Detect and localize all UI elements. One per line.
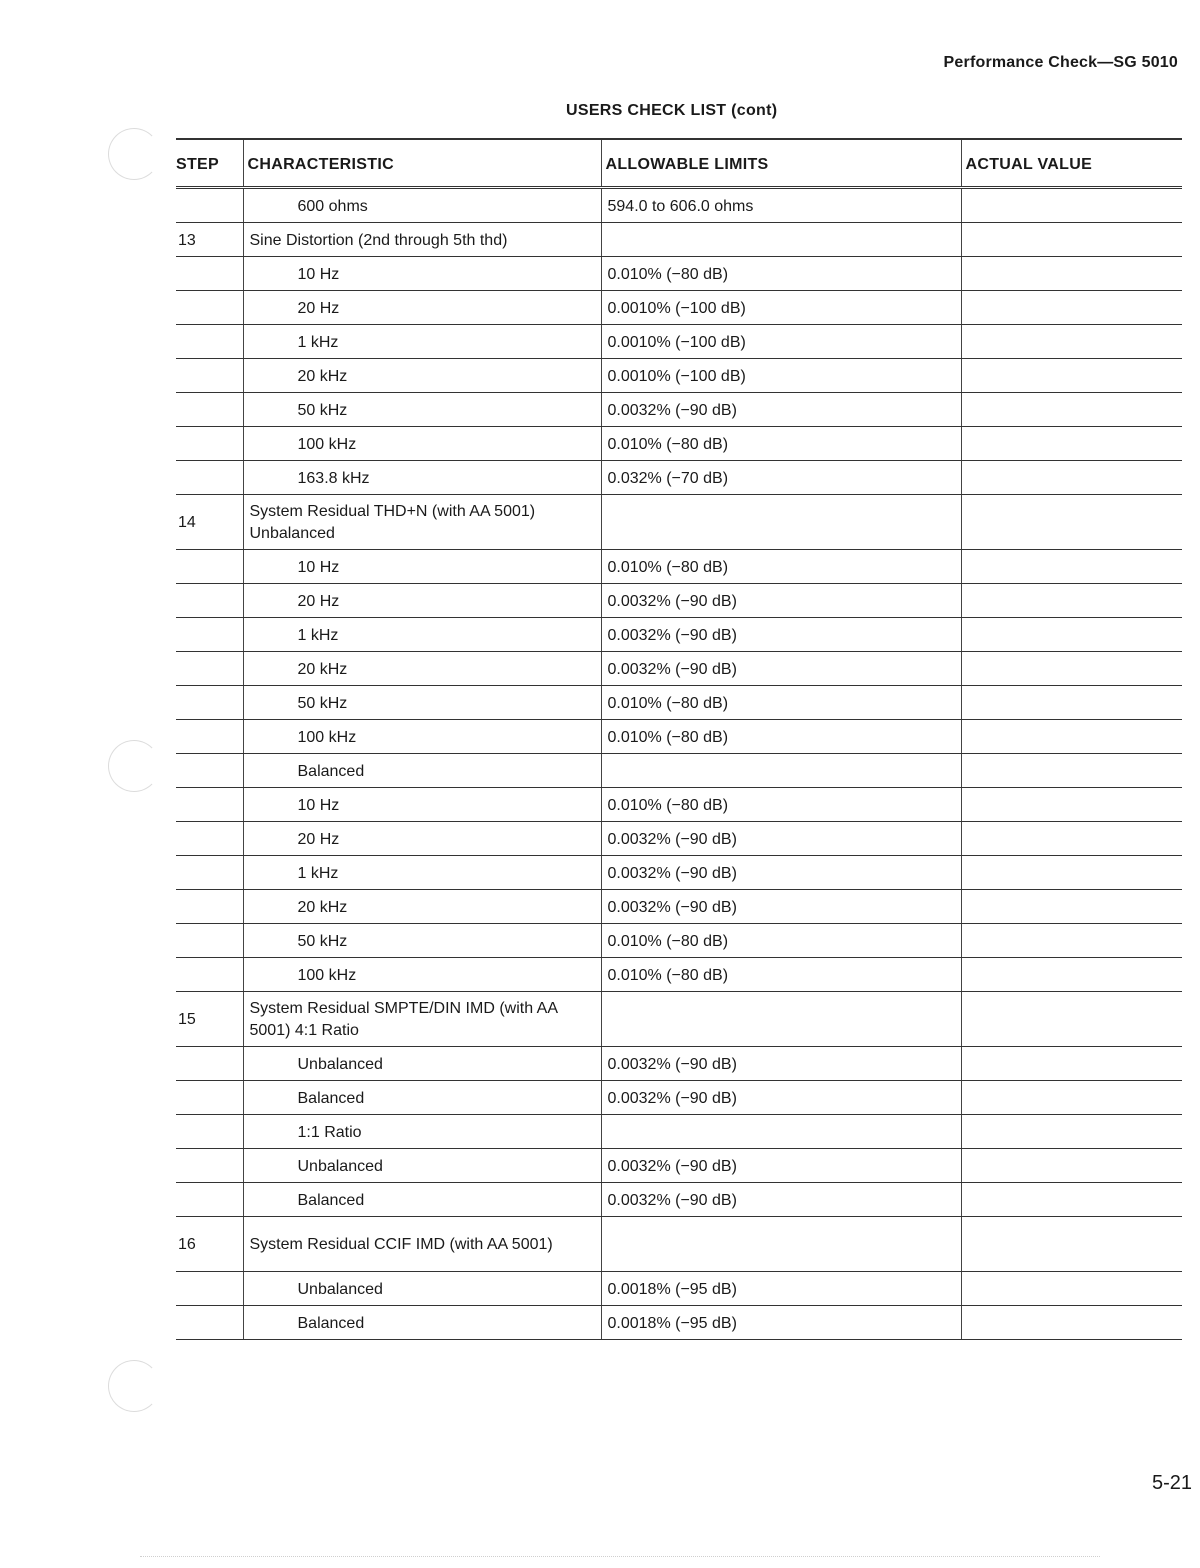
- table-row: [176, 924, 1182, 958]
- step-cell: [176, 1115, 243, 1149]
- step-cell: [176, 325, 243, 359]
- characteristic-cell: 1 kHz: [243, 325, 601, 359]
- allowable-limits-cell: 0.010% (−80 dB): [601, 686, 961, 720]
- allowable-limits-cell: 0.010% (−80 dB): [601, 788, 961, 822]
- table-row: [176, 822, 1182, 856]
- running-header: Performance Check—SG 5010: [943, 54, 1178, 71]
- actual-value-cell[interactable]: [961, 958, 1182, 992]
- allowable-limits-cell: 0.0032% (−90 dB): [601, 856, 961, 890]
- actual-value-cell[interactable]: [961, 1115, 1182, 1149]
- characteristic-cell: 10 Hz: [243, 257, 601, 291]
- actual-value-cell[interactable]: [961, 393, 1182, 427]
- table-row: [176, 223, 1182, 257]
- actual-value-cell[interactable]: [961, 495, 1182, 550]
- step-cell: [176, 856, 243, 890]
- page-edge-dots: [140, 1556, 1100, 1559]
- characteristic-cell: Sine Distortion (2nd through 5th thd): [243, 223, 601, 257]
- table-row: [176, 958, 1182, 992]
- actual-value-cell[interactable]: [961, 461, 1182, 495]
- characteristic-cell: 10 Hz: [243, 788, 601, 822]
- actual-value-cell[interactable]: [961, 890, 1182, 924]
- characteristic-cell: 100 kHz: [243, 427, 601, 461]
- table-row: [176, 393, 1182, 427]
- allowable-limits-cell: 0.0032% (−90 dB): [601, 1081, 961, 1115]
- table-row: [176, 1217, 1182, 1272]
- table-row: [176, 584, 1182, 618]
- table-row: [176, 618, 1182, 652]
- characteristic-cell: System Residual CCIF IMD (with AA 5001): [243, 1217, 601, 1272]
- step-cell: [176, 652, 243, 686]
- table-row: [176, 856, 1182, 890]
- actual-value-cell[interactable]: [961, 1306, 1182, 1340]
- actual-value-cell[interactable]: [961, 1149, 1182, 1183]
- table-row: [176, 291, 1182, 325]
- table-row: [176, 1149, 1182, 1183]
- allowable-limits-cell: [601, 1115, 961, 1149]
- step-cell: 16: [176, 1217, 243, 1272]
- allowable-limits-cell: [601, 1217, 961, 1272]
- allowable-limits-cell: 0.0032% (−90 dB): [601, 1183, 961, 1217]
- allowable-limits-cell: 0.010% (−80 dB): [601, 257, 961, 291]
- table-row: [176, 1115, 1182, 1149]
- allowable-limits-cell: 0.0032% (−90 dB): [601, 822, 961, 856]
- column-header-actual-value: ACTUAL VALUE: [961, 139, 1182, 188]
- table-row: [176, 257, 1182, 291]
- characteristic-cell: 20 Hz: [243, 584, 601, 618]
- characteristic-cell: 100 kHz: [243, 720, 601, 754]
- table-row: [176, 754, 1182, 788]
- allowable-limits-cell: [601, 992, 961, 1047]
- table-row: [176, 1272, 1182, 1306]
- step-cell: [176, 924, 243, 958]
- binder-hole-mark: [108, 740, 160, 792]
- characteristic-cell: 10 Hz: [243, 550, 601, 584]
- characteristic-cell: 100 kHz: [243, 958, 601, 992]
- allowable-limits-cell: 594.0 to 606.0 ohms: [601, 188, 961, 223]
- allowable-limits-cell: 0.010% (−80 dB): [601, 924, 961, 958]
- characteristic-cell: 20 kHz: [243, 890, 601, 924]
- actual-value-cell[interactable]: [961, 291, 1182, 325]
- step-cell: [176, 584, 243, 618]
- column-header-step: STEP: [176, 139, 243, 188]
- allowable-limits-cell: 0.0010% (−100 dB): [601, 359, 961, 393]
- allowable-limits-cell: 0.0032% (−90 dB): [601, 890, 961, 924]
- table-row: [176, 427, 1182, 461]
- allowable-limits-cell: [601, 495, 961, 550]
- characteristic-cell: System Residual THD+N (with AA 5001) Unbalanced: [243, 495, 601, 550]
- characteristic-cell: Balanced: [243, 1081, 601, 1115]
- table-row: [176, 890, 1182, 924]
- column-header-characteristic: CHARACTERISTIC: [243, 139, 601, 188]
- actual-value-cell[interactable]: [961, 992, 1182, 1047]
- allowable-limits-cell: [601, 223, 961, 257]
- actual-value-cell[interactable]: [961, 427, 1182, 461]
- actual-value-cell[interactable]: [961, 754, 1182, 788]
- column-header-allowable-limits: ALLOWABLE LIMITS: [601, 139, 961, 188]
- table-row: [176, 652, 1182, 686]
- users-check-list-table: [176, 138, 1182, 1340]
- characteristic-cell: 1 kHz: [243, 856, 601, 890]
- allowable-limits-cell: 0.0010% (−100 dB): [601, 325, 961, 359]
- table-row: [176, 1047, 1182, 1081]
- step-cell: [176, 291, 243, 325]
- characteristic-cell: Unbalanced: [243, 1047, 601, 1081]
- table-row: [176, 325, 1182, 359]
- table-row: [176, 461, 1182, 495]
- characteristic-cell: 20 kHz: [243, 652, 601, 686]
- characteristic-cell: 1 kHz: [243, 618, 601, 652]
- characteristic-cell: Balanced: [243, 1183, 601, 1217]
- characteristic-cell: 600 ohms: [243, 188, 601, 223]
- characteristic-cell: Unbalanced: [243, 1149, 601, 1183]
- actual-value-cell[interactable]: [961, 188, 1182, 223]
- table-title: USERS CHECK LIST (cont): [566, 102, 778, 119]
- step-cell: [176, 890, 243, 924]
- characteristic-cell: 163.8 kHz: [243, 461, 601, 495]
- step-cell: [176, 427, 243, 461]
- actual-value-cell[interactable]: [961, 550, 1182, 584]
- page-number: 5-21: [1151, 1472, 1192, 1494]
- step-cell: [176, 550, 243, 584]
- step-cell: 13: [176, 223, 243, 257]
- step-cell: 14: [176, 495, 243, 550]
- allowable-limits-cell: 0.0032% (−90 dB): [601, 652, 961, 686]
- characteristic-cell: 50 kHz: [243, 393, 601, 427]
- characteristic-cell: 20 Hz: [243, 822, 601, 856]
- table-header-row: [176, 139, 1182, 188]
- step-cell: [176, 1081, 243, 1115]
- step-cell: [176, 686, 243, 720]
- characteristic-cell: 50 kHz: [243, 924, 601, 958]
- table-row: [176, 1306, 1182, 1340]
- actual-value-cell[interactable]: [961, 584, 1182, 618]
- step-cell: [176, 788, 243, 822]
- actual-value-cell[interactable]: [961, 1217, 1182, 1272]
- characteristic-cell: Unbalanced: [243, 1272, 601, 1306]
- table-row: [176, 720, 1182, 754]
- step-cell: [176, 1047, 243, 1081]
- step-cell: [176, 754, 243, 788]
- step-cell: [176, 257, 243, 291]
- table-row: [176, 1081, 1182, 1115]
- actual-value-cell[interactable]: [961, 788, 1182, 822]
- actual-value-cell[interactable]: [961, 1081, 1182, 1115]
- actual-value-cell[interactable]: [961, 223, 1182, 257]
- actual-value-cell[interactable]: [961, 652, 1182, 686]
- allowable-limits-cell: 0.0032% (−90 dB): [601, 393, 961, 427]
- allowable-limits-cell: 0.0032% (−90 dB): [601, 1149, 961, 1183]
- allowable-limits-cell: 0.010% (−80 dB): [601, 427, 961, 461]
- step-cell: [176, 720, 243, 754]
- table-row: [176, 686, 1182, 720]
- allowable-limits-cell: 0.0032% (−90 dB): [601, 618, 961, 652]
- allowable-limits-cell: 0.010% (−80 dB): [601, 720, 961, 754]
- characteristic-cell: System Residual SMPTE/DIN IMD (with AA 5001) 4:1 Ratio: [243, 992, 601, 1047]
- characteristic-cell: Balanced: [243, 1306, 601, 1340]
- step-cell: [176, 822, 243, 856]
- table-row: [176, 550, 1182, 584]
- allowable-limits-cell: 0.0032% (−90 dB): [601, 584, 961, 618]
- table-row: [176, 495, 1182, 550]
- actual-value-cell[interactable]: [961, 1047, 1182, 1081]
- step-cell: [176, 618, 243, 652]
- binder-hole-mark: [108, 1360, 160, 1412]
- allowable-limits-cell: 0.0010% (−100 dB): [601, 291, 961, 325]
- actual-value-cell[interactable]: [961, 856, 1182, 890]
- actual-value-cell[interactable]: [961, 720, 1182, 754]
- actual-value-cell[interactable]: [961, 257, 1182, 291]
- allowable-limits-cell: 0.010% (−80 dB): [601, 958, 961, 992]
- allowable-limits-cell: [601, 754, 961, 788]
- characteristic-cell: 1:1 Ratio: [243, 1115, 601, 1149]
- binder-hole-mark: [108, 128, 160, 180]
- step-cell: 15: [176, 992, 243, 1047]
- step-cell: [176, 1306, 243, 1340]
- step-cell: [176, 461, 243, 495]
- actual-value-cell[interactable]: [961, 822, 1182, 856]
- characteristic-cell: 50 kHz: [243, 686, 601, 720]
- step-cell: [176, 1272, 243, 1306]
- actual-value-cell[interactable]: [961, 686, 1182, 720]
- allowable-limits-cell: 0.010% (−80 dB): [601, 550, 961, 584]
- table-row: [176, 788, 1182, 822]
- allowable-limits-cell: 0.0018% (−95 dB): [601, 1306, 961, 1340]
- allowable-limits-cell: 0.0018% (−95 dB): [601, 1272, 961, 1306]
- characteristic-cell: 20 kHz: [243, 359, 601, 393]
- actual-value-cell[interactable]: [961, 1272, 1182, 1306]
- allowable-limits-cell: 0.0032% (−90 dB): [601, 1047, 961, 1081]
- step-cell: [176, 393, 243, 427]
- characteristic-cell: 20 Hz: [243, 291, 601, 325]
- actual-value-cell[interactable]: [961, 325, 1182, 359]
- step-cell: [176, 1183, 243, 1217]
- table-row: [176, 359, 1182, 393]
- table-row: [176, 1183, 1182, 1217]
- actual-value-cell[interactable]: [961, 924, 1182, 958]
- allowable-limits-cell: 0.032% (−70 dB): [601, 461, 961, 495]
- table-row: [176, 992, 1182, 1047]
- actual-value-cell[interactable]: [961, 1183, 1182, 1217]
- characteristic-cell: Balanced: [243, 754, 601, 788]
- actual-value-cell[interactable]: [961, 618, 1182, 652]
- step-cell: [176, 359, 243, 393]
- table-row: [176, 188, 1182, 223]
- step-cell: [176, 1149, 243, 1183]
- step-cell: [176, 188, 243, 223]
- actual-value-cell[interactable]: [961, 359, 1182, 393]
- step-cell: [176, 958, 243, 992]
